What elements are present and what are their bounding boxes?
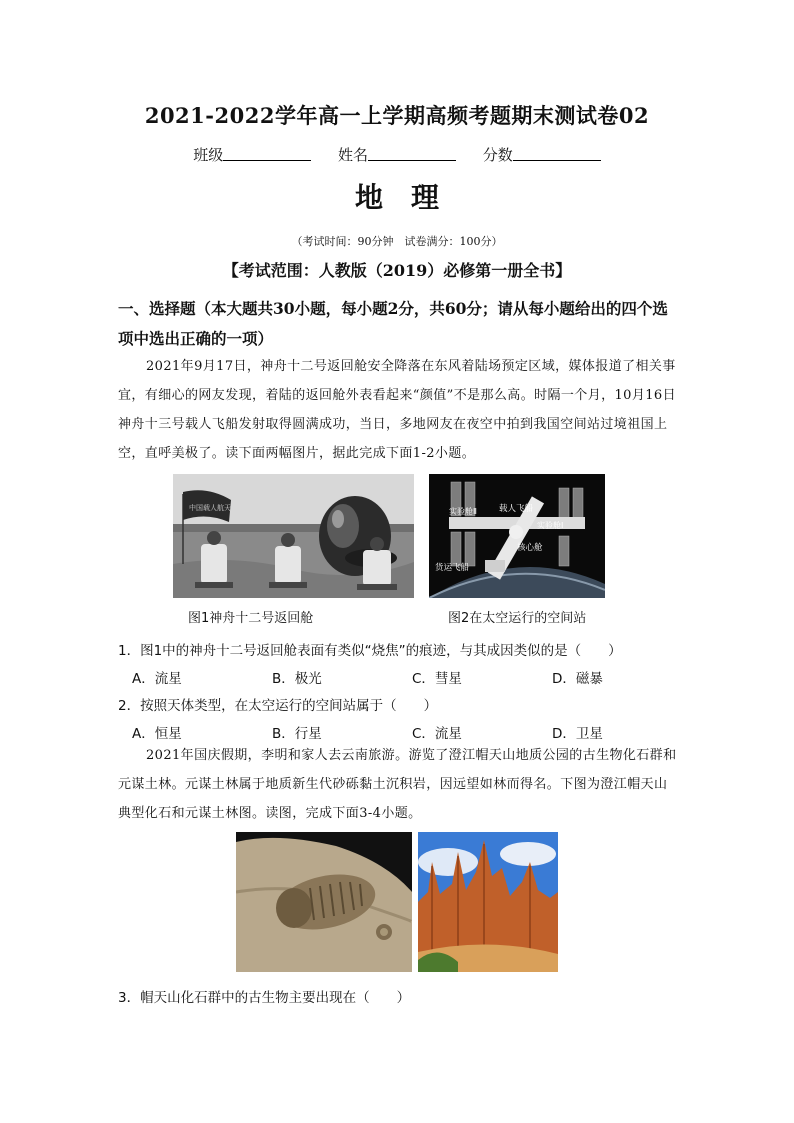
figure-1-caption: 图1神舟十二号返回舱 [188,611,314,626]
question-1-options [132,667,692,687]
q2-option-d[interactable]: D．卫星 [552,726,603,742]
q2-option-c[interactable]: C．流星 [412,726,462,742]
q1-option-a[interactable]: A．流星 [132,671,182,687]
exam-scope: 【考试范围：人教版（2019）必修第一册全书】 [222,261,572,280]
passage-1: 2021年9月17日，神舟十二号返回舱安全降落在东风着陆场预定区域，媒体报道了相关事宜，有细心的网友发现，着陆的返回舱外表看起来“颜值”不是那么高。时隔一个月，10月16日神舟十三号载人飞船发射取得圆满成功，当日，多地网友在夜空中拍到我国空间站过境祖国上空，直呼美极了。读下面两幅图片，据此完成下面1-2小题。 [118,359,676,461]
q2-option-a[interactable]: A．恒星 [132,726,182,742]
label-lab-1: 实验舱Ⅰ [537,521,564,530]
label-cargo-ship: 货运飞船 [435,563,470,573]
class-label: 班级 [193,146,224,164]
question-2-options [132,722,692,742]
q1-option-b[interactable]: B．极光 [272,671,322,687]
passage-2: 2021年国庆假期，李明和家人去云南旅游。游览了澄江帽天山地质公园的古生物化石群和元谋土林。元谋土林属于地质新生代砂砾黏土沉积岩，因远望如林而得名。下图为澄江帽天山典型化石和元谋土林图。读图，完成下面3-4小题。 [118,748,677,821]
score-label: 分数 [482,146,513,164]
q2-option-b[interactable]: B．行星 [272,726,322,742]
question-3-stem: 3．帽天山化石群中的古生物主要出现在（ ） [118,990,411,1006]
score-blank[interactable] [513,146,601,161]
earth-forest-image [418,832,558,972]
q1-option-c[interactable]: C．彗星 [412,671,462,687]
trilobite-fossil-image [236,832,412,972]
label-crewed-ship: 载人飞船 [499,504,534,514]
question-2-stem: 2．按照天体类型，在太空运行的空间站属于（ ） [118,698,438,714]
capsule-photo-image [173,474,414,598]
svg-text:中国载人航天: 中国载人航天 [189,504,231,512]
q1-option-d[interactable]: D．磁暴 [552,671,603,687]
figure-2-space-station [429,474,605,598]
figure-3-trilobite-fossil [236,832,412,972]
question-1-stem: 1．图1中的神舟十二号返回舱表面有类似“烧焦”的痕迹，与其成因类似的是（ ） [118,643,622,659]
figure-4-earth-forest [418,832,558,972]
label-lab-2: 实验舱Ⅱ [449,507,477,516]
class-blank[interactable] [223,146,311,161]
exam-info: （考试时间：90分钟 试卷满分：100分） [291,235,503,248]
name-blank[interactable] [368,146,456,161]
name-label: 姓名 [337,146,368,164]
subject-title: 地理 [354,181,467,214]
student-info-fields [0,144,794,165]
figure-1-capsule-photo [173,474,414,598]
label-core-module: 核心舱 [517,543,543,553]
figure-2-caption: 图2在太空运行的空间站 [448,611,587,626]
space-station-image [429,474,605,598]
section-heading: 一、选择题（本大题共30小题，每小题2分，共60分；请从每小题给出的四个选项中选出正确的一项） [118,299,668,348]
exam-title: 2021-2022学年高一上学期高频考题期末测试卷02 [144,103,650,128]
